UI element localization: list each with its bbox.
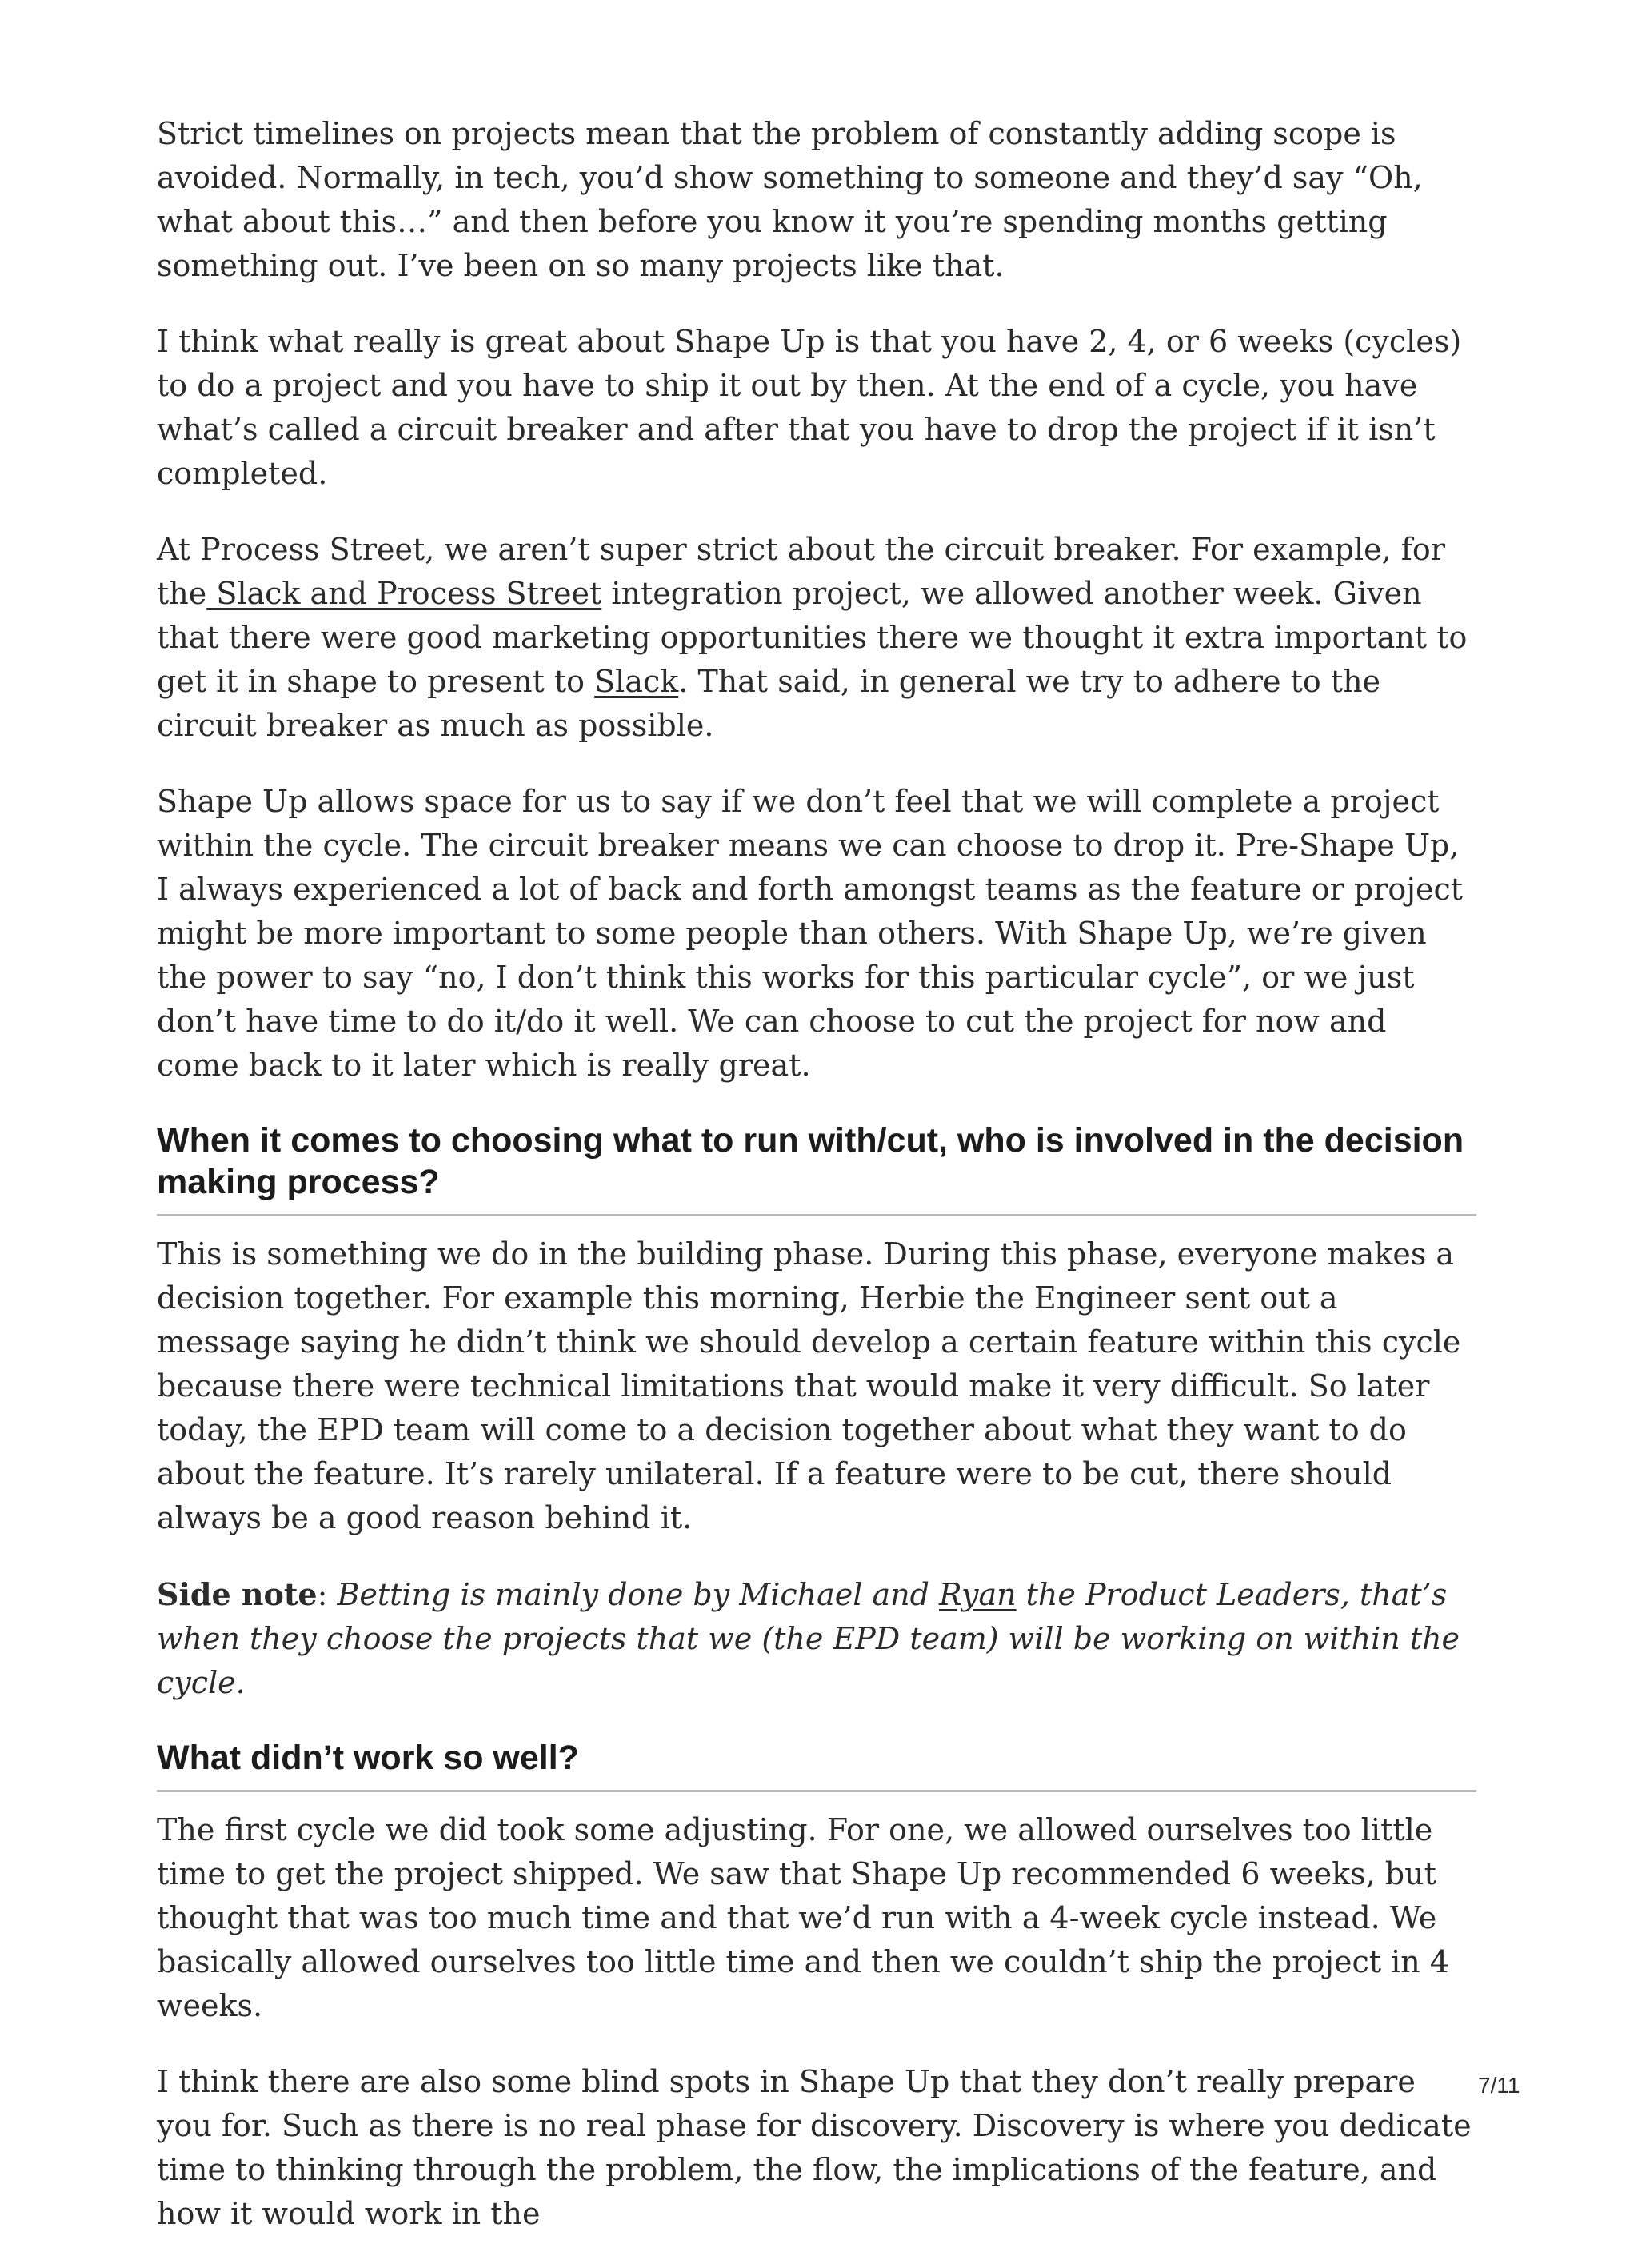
paragraph-text: integration project, we allowed another week. Given that there were good marketing opportunities there we thought it extra important to get it in shape to present to xyxy=(157,576,1468,699)
section-heading-didnt-work: What didn’t work so well? xyxy=(157,1737,1476,1792)
paragraph-cycles: I think what really is great about Shape Up is that you have 2, 4, or 6 weeks (cycles) to do a project and you have to ship it out by then. At the end of a cycle, you have what’s called a circuit breaker and after that you have to drop the project if it isn’t completed. xyxy=(157,324,1462,491)
ryan-link[interactable]: Ryan xyxy=(939,1577,1017,1612)
section-heading-decision-making: When it comes to choosing what to run with/cut, who is involved in the decision making process? xyxy=(157,1120,1476,1216)
paragraph-text: At Process Street, we aren’t super strict about the circuit breaker. For example, for the xyxy=(157,532,1445,611)
side-note-label: Side note xyxy=(157,1576,318,1612)
side-note-text-part: the Product Leaders, that’s when they choose the projects that we (the EPD team) will be working on within the cycle. xyxy=(157,1577,1460,1700)
paragraph-building-phase: This is something we do in the building phase. During this phase, everyone makes a decision together. For example this morning, Herbie the Engineer sent out a message saying he didn’t think we should develop a certain feature within this cycle because there were technical limitations that would make it very difficult. So later today, the EPD team will come to a decision together about what they want to do about the feature. It’s rarely unilateral. If a feature were to be cut, there should always be a good reason behind it. xyxy=(157,1236,1461,1535)
article-body xyxy=(157,112,1476,2268)
slack-process-street-link[interactable]: Slack and Process Street xyxy=(206,576,602,611)
paragraph-text: . That said, in general we try to adhere to the circuit breaker as much as possible. xyxy=(157,664,1381,743)
paragraph-first-cycle: The first cycle we did took some adjusting. For one, we allowed ourselves too little time to get the project shipped. We saw that Shape Up recommended 6 weeks, but thought that was too much time and that we’d run with a 4-week cycle instead. We basically allowed ourselves too little time and then we couldn’t ship the project in 4 weeks. xyxy=(157,1812,1450,2023)
paragraph-blind-spots: I think there are also some blind spots in Shape Up that they don’t really prepare you for. Such as there is no real phase for discovery. Discovery is where you dedicate time to thinking through the problem, the flow, the implications of the feature, and how it would work in the xyxy=(157,2064,1472,2231)
paragraph-shape-up-space: Shape Up allows space for us to say if we don’t feel that we will complete a project within the cycle. The circuit breaker means we can choose to drop it. Pre-Shape Up, I always experienced a lot of back and forth amongst teams as the feature or project might be more important to some people than others. With Shape Up, we’re given the power to say “no, I don’t think this works for this particular cycle”, or we just don’t have time to do it/do it well. We can choose to cut the project for now and come back to it later which is really great. xyxy=(157,784,1464,1083)
slack-link[interactable]: Slack xyxy=(594,664,679,699)
side-note-colon: : xyxy=(317,1577,338,1612)
paragraph-strict-timelines: Strict timelines on projects mean that the problem of constantly adding scope is avoided. Normally, in tech, you’d show something to someone and they’d say “Oh, what about this…” and then before you know it you’re spending months getting something out. I’ve been on so many projects like that. xyxy=(157,116,1423,283)
page-number: 7/11 xyxy=(1478,2073,1520,2098)
side-note xyxy=(157,1572,1476,1705)
side-note-text-part: Betting is mainly done by Michael and xyxy=(337,1577,940,1612)
side-note-text xyxy=(157,1577,1460,1700)
paragraph-process-street xyxy=(157,528,1476,748)
